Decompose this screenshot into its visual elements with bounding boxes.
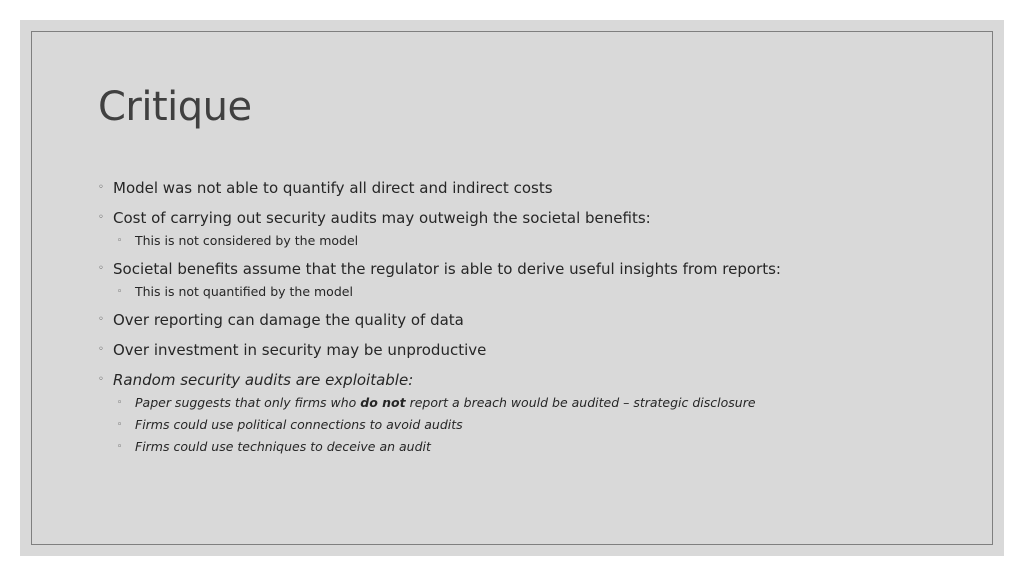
sub-bullet-text: Firms could use techniques to deceive an audit <box>135 439 431 454</box>
bullet-icon: ◦ <box>117 442 123 452</box>
sub-bullet-text-pre: Paper suggests that only firms who <box>135 395 361 410</box>
bullet-item <box>98 310 958 330</box>
bullet-text: Random security audits are exploitable: <box>113 371 414 389</box>
bullet-item <box>98 340 958 360</box>
bullet-item <box>98 178 958 198</box>
bullet-list <box>98 178 958 460</box>
sub-bullet-text: Firms could use political connections to avoid audits <box>135 417 463 432</box>
bullet-icon: ◦ <box>117 398 123 408</box>
bullet-icon: ◦ <box>117 420 123 430</box>
bullet-text: Model was not able to quantify all direct and indirect costs <box>113 179 553 197</box>
sub-bullet-text-post: report a breach would be audited – strategic disclosure <box>405 395 756 410</box>
slide <box>20 20 1004 556</box>
sub-bullet-item <box>113 438 958 456</box>
bullet-icon: ◦ <box>98 344 104 355</box>
bullet-icon: ◦ <box>98 314 104 325</box>
sub-bullet-item <box>113 416 958 434</box>
bullet-text: Cost of carrying out security audits may outweigh the societal benefits: <box>113 209 651 227</box>
bullet-text: Over reporting can damage the quality of data <box>113 311 464 329</box>
bullet-icon: ◦ <box>117 287 123 297</box>
sub-bullet-text: This is not quantified by the model <box>135 284 353 299</box>
sub-bullet-text: This is not considered by the model <box>135 233 359 248</box>
bullet-text: Societal benefits assume that the regulator is able to derive useful insights from reports: <box>113 260 781 278</box>
bullet-item <box>98 259 958 279</box>
sub-bullet-item <box>113 232 958 250</box>
sub-bullet-text <box>135 395 756 410</box>
sub-bullet-text-bold: do not <box>360 395 406 410</box>
bullet-text: Over investment in security may be unproductive <box>113 341 487 359</box>
bullet-item <box>98 208 958 228</box>
sub-bullet-item <box>113 394 958 412</box>
bullet-icon: ◦ <box>117 236 123 246</box>
slide-title: Critique <box>98 84 252 130</box>
bullet-icon: ◦ <box>98 263 104 274</box>
bullet-icon: ◦ <box>98 182 104 193</box>
bullet-item <box>98 370 958 390</box>
bullet-icon: ◦ <box>98 212 104 223</box>
sub-bullet-item <box>113 283 958 301</box>
bullet-icon: ◦ <box>98 374 104 385</box>
